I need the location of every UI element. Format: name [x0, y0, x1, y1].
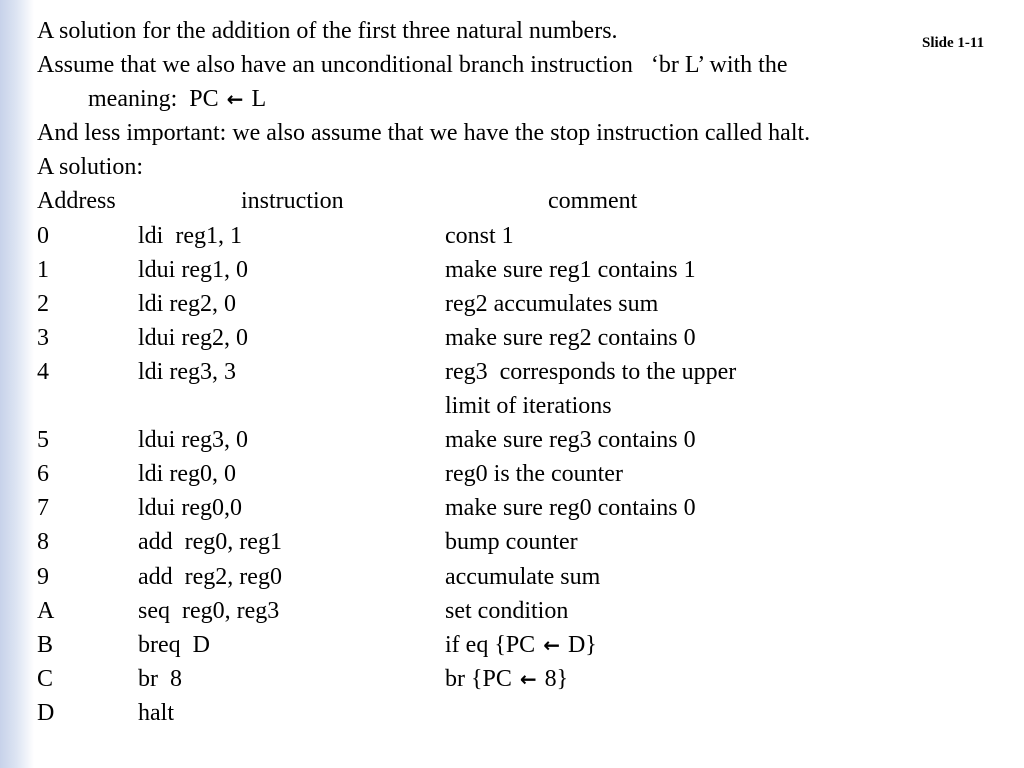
row-comment: limit of iterations	[445, 393, 612, 420]
row-comment: make sure reg1 contains 1	[445, 256, 696, 283]
header-instruction: instruction	[241, 188, 344, 215]
header-address: Address	[37, 188, 116, 215]
row-instruction: ldui reg0,0	[138, 495, 242, 522]
comment-target: D}	[561, 631, 597, 658]
comment-target: 8}	[538, 665, 569, 692]
slide-number: Slide 1-11	[922, 35, 985, 51]
table-row-continuation	[37, 389, 1012, 423]
row-instruction: br 8	[138, 665, 182, 692]
table-row	[37, 253, 1012, 287]
left-gradient-stripe	[0, 0, 34, 768]
intro-line-1: A solution for the addition of the first three natural numbers.	[37, 18, 618, 44]
row-address: 2	[37, 290, 49, 317]
meaning-text: meaning: PC	[88, 86, 225, 113]
meaning-target: L	[245, 86, 267, 113]
table-row	[37, 628, 1012, 662]
intro-line-2: Assume that we also have an unconditional branch instruction ‘br L’ with the	[37, 52, 788, 79]
row-address: 8	[37, 529, 49, 556]
left-arrow-icon: ←	[543, 632, 560, 657]
row-address: 1	[37, 256, 49, 283]
row-instruction: halt	[138, 699, 174, 726]
row-instruction: breq D	[138, 631, 210, 658]
row-comment: reg3 corresponds to the upper	[445, 358, 737, 385]
row-comment: reg0 is the counter	[445, 461, 623, 488]
row-address: C	[37, 665, 54, 692]
row-address: D	[37, 699, 55, 726]
table-row	[37, 423, 1012, 457]
row-address: 5	[37, 427, 49, 454]
row-instruction: add reg2, reg0	[138, 563, 282, 590]
row-comment: set condition	[445, 597, 569, 624]
comment-text: if eq {PC	[445, 631, 542, 658]
row-address: 0	[37, 222, 49, 249]
row-instruction: add reg0, reg1	[138, 529, 282, 556]
table-row	[37, 662, 1012, 696]
left-arrow-icon: ←	[226, 87, 244, 112]
intro-line-5: A solution:	[37, 154, 144, 181]
row-comment: make sure reg3 contains 0	[445, 427, 696, 454]
row-instruction: ldi reg2, 0	[138, 290, 236, 317]
table-row	[37, 457, 1012, 491]
row-comment: accumulate sum	[445, 563, 601, 590]
row-address: 4	[37, 358, 49, 385]
row-comment: bump counter	[445, 529, 578, 556]
header-comment: comment	[548, 188, 638, 215]
row-instruction: ldui reg3, 0	[138, 427, 248, 454]
table-row	[37, 560, 1012, 594]
row-comment: reg2 accumulates sum	[445, 290, 659, 317]
row-instruction: ldi reg1, 1	[138, 222, 242, 249]
table-row	[37, 219, 1012, 253]
row-address: B	[37, 631, 54, 658]
row-comment	[445, 662, 568, 696]
table-row	[37, 321, 1012, 355]
left-arrow-icon: ←	[519, 666, 537, 691]
row-instruction: ldui reg2, 0	[138, 324, 248, 351]
row-comment: make sure reg2 contains 0	[445, 324, 696, 351]
comment-text: br {PC	[445, 665, 518, 692]
row-comment: const 1	[445, 222, 514, 249]
intro-line-3	[37, 82, 1012, 116]
row-address: A	[37, 597, 55, 624]
row-address: 7	[37, 495, 49, 522]
table-row	[37, 287, 1012, 321]
slide-content	[37, 14, 1012, 730]
row-address: 6	[37, 461, 49, 488]
table-header-row	[37, 184, 1012, 218]
row-comment: make sure reg0 contains 0	[445, 495, 696, 522]
table-row	[37, 355, 1012, 389]
row-instruction: seq reg0, reg3	[138, 597, 280, 624]
table-row	[37, 491, 1012, 525]
row-address: 3	[37, 324, 49, 351]
table-row	[37, 525, 1012, 559]
table-row	[37, 594, 1012, 628]
row-address: 9	[37, 563, 49, 590]
row-comment	[445, 628, 597, 662]
row-instruction: ldi reg0, 0	[138, 461, 236, 488]
row-instruction: ldui reg1, 0	[138, 256, 248, 283]
intro-line-4: And less important: we also assume that we have the stop instruction called halt.	[37, 120, 811, 147]
table-row	[37, 696, 1012, 730]
row-instruction: ldi reg3, 3	[138, 358, 236, 385]
